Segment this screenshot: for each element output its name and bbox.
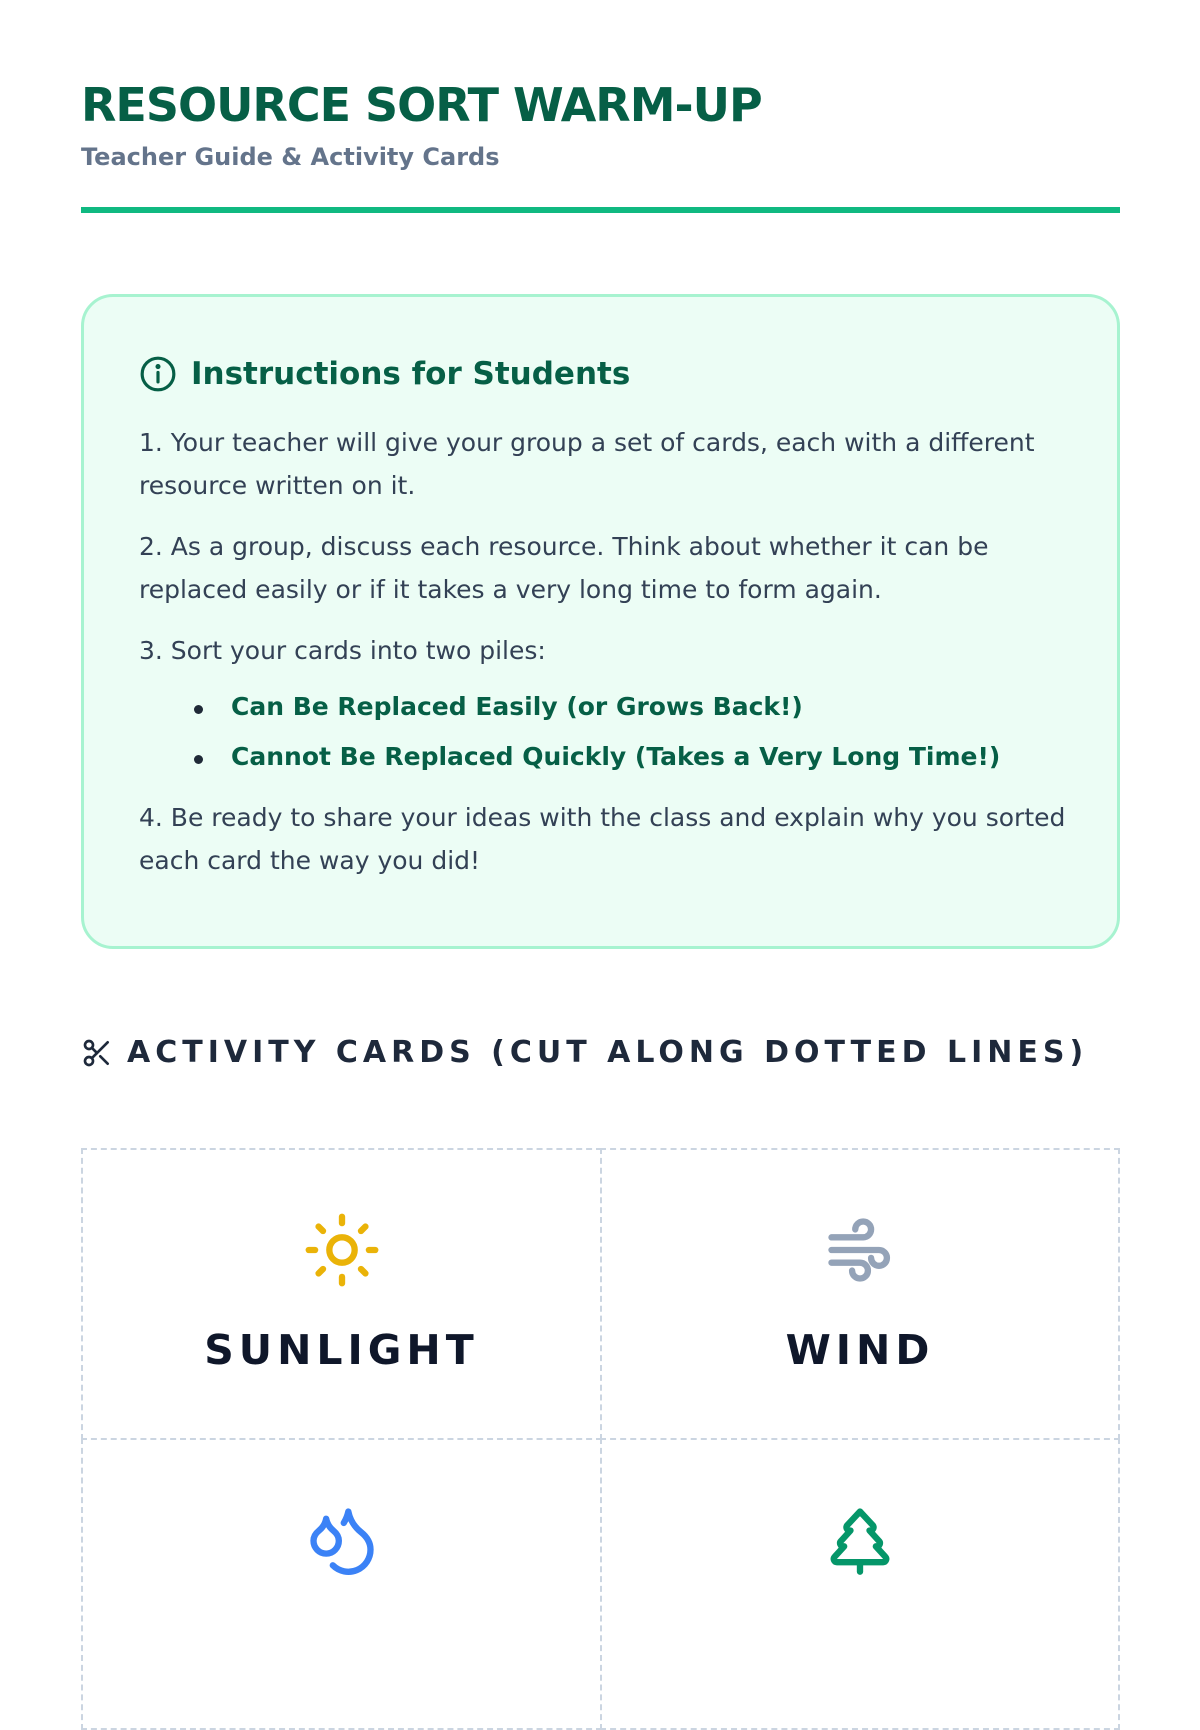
card-label: WIND [785, 1326, 935, 1374]
tree-icon [822, 1502, 898, 1578]
page-subtitle: Teacher Guide & Activity Cards [81, 143, 500, 171]
activity-card-water[interactable] [81, 1438, 602, 1730]
instructions-heading-text: Instructions for Students [191, 356, 631, 392]
activity-card-wind[interactable] [600, 1148, 1120, 1440]
instructions-panel [81, 294, 1120, 949]
activity-cards-grid [81, 1148, 1120, 1648]
instructions-heading [139, 355, 630, 393]
activity-card-trees[interactable] [600, 1438, 1120, 1730]
pile-label: Cannot Be Replaced Quickly (Takes a Very Long Time!) [231, 742, 1001, 771]
activity-card-sunlight[interactable] [81, 1148, 602, 1440]
bullet-dot [194, 705, 203, 714]
header-divider [81, 207, 1120, 213]
instruction-step-4: 4. Be ready to share your ideas with the class and explain why you sorted each card the way you did! [139, 803, 1066, 875]
instruction-step-1: 1. Your teacher will give your group a set of cards, each with a different resource written on it. [139, 428, 1035, 500]
instruction-step-2: 2. As a group, discuss each resource. Think about whether it can be replaced easily or if it takes a very long time to form again. [139, 532, 989, 604]
water-drops-icon [304, 1502, 380, 1578]
sun-icon [304, 1212, 380, 1288]
info-icon [139, 355, 177, 393]
instruction-step-3: 3. Sort your cards into two piles: [139, 636, 546, 665]
pile-label: Can Be Replaced Easily (or Grows Back!) [231, 692, 803, 721]
cards-section-heading-text: ACTIVITY CARDS (CUT ALONG DOTTED LINES) [127, 1035, 1089, 1070]
bullet-dot [194, 755, 203, 764]
wind-icon [822, 1212, 898, 1288]
cards-section-heading [81, 1035, 1088, 1070]
card-label: SUNLIGHT [204, 1326, 479, 1374]
page-title: RESOURCE SORT WARM-UP [81, 78, 762, 132]
scissors-icon [81, 1037, 113, 1069]
